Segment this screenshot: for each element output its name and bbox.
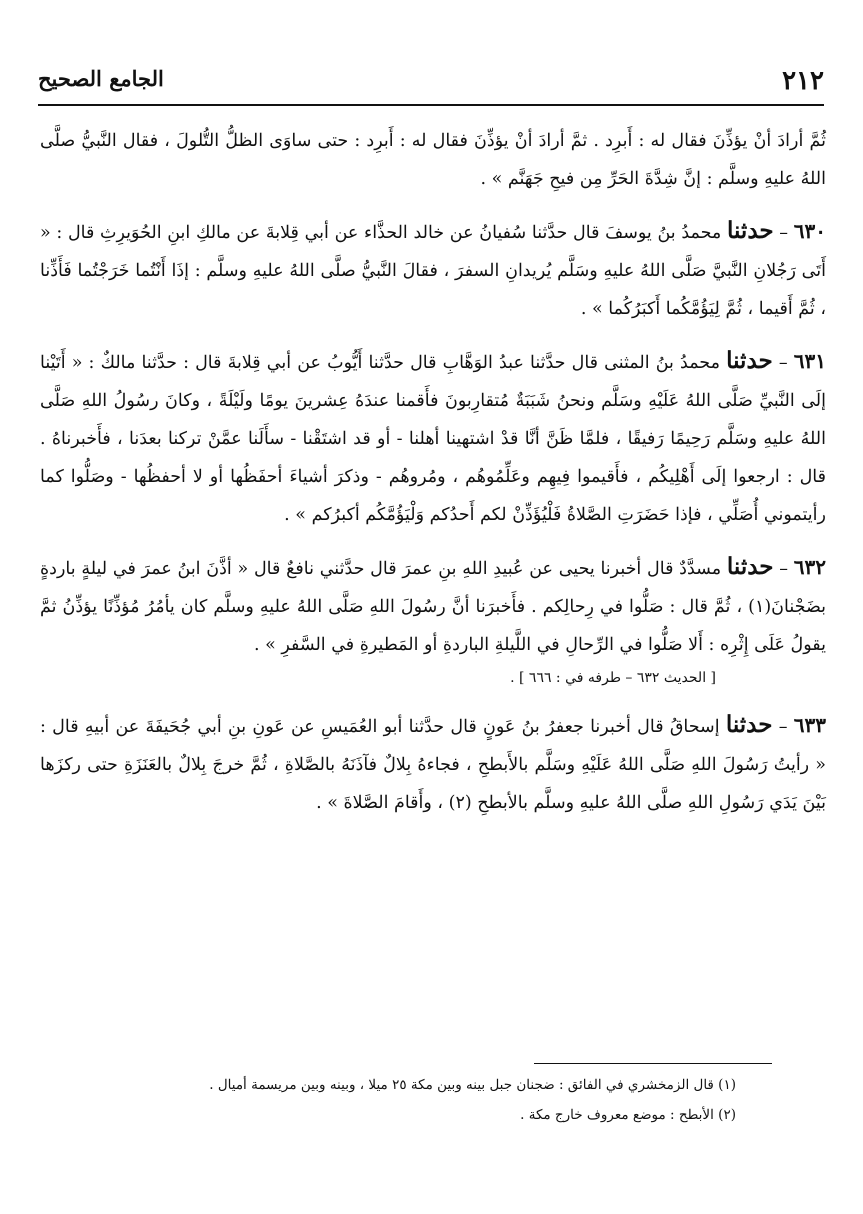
hadith-631 [40,342,826,534]
hadith-number: ٦٣٢ [793,555,826,579]
hadith-633 [40,706,826,822]
footnotes [80,1070,736,1130]
paragraph-text: ثُمَّ أرادَ أنْ يؤذِّنَ فقال له : أَبرِد . ثمَّ أرادَ أنْ يؤذِّنَ فقال له : أَبرِد : حتى ساوَى الظلُّ التُّلولَ ، فقال النَّبيُّ صلَّى اللهُ عليهِ وسلَّم : إنَّ شِدَّةَ الحَرِّ مِن فيحِ جَهَنَّم » . [40,131,826,189]
footnote-2: (٢) الأبطح : موضع معروف خارج مكة . [520,1107,736,1123]
hadith-number: ٦٣١ [793,349,826,373]
footnote-divider [534,1063,772,1064]
footnote-1: (١) قال الزمخشري في الفائق : ضجنان جبل بينه وبين مكة ٢٥ ميلا ، وبينه وبين مريسمة أميال . [209,1077,736,1093]
dash: – [772,353,788,373]
hadith-reference: [ الحديث ٦٣٢ – طرفه في : ٦٦٦ ] . [510,670,716,686]
haddathana-label: حدثنا [725,711,773,738]
paragraph-gap [40,198,826,212]
dash: – [773,559,788,579]
haddathana-label: حدثنا [726,217,774,244]
hadith-number: ٦٣٣ [793,713,826,737]
hadith-text: مسدَّدٌ قال أخبرنا يحيى عن عُبيدِ اللهِ بنِ عمرَ قال حدَّثني نافعٌ قال « أذَّنَ ابنُ عمرَ في ليلةٍ باردةٍ بضَجْنانَ(١) ، ثُمَّ قال : صَلُّوا في رِحالِكم . فأَخبرَنا أنَّ رسُولَ اللهِ صَلَّى اللهُ عليهِ وسلَّم كان يأمُرُ مُؤذِّنًا يؤذِّنُ ثمَّ يقولُ عَلَى إِثْرِه : أَلا صَلُّوا في الرِّحالِ في اللَّيلةِ الباردةِ أو المَطيرةِ في السَّفرِ » . [40,559,826,655]
page-header [38,64,824,100]
paragraph-continuation [40,122,826,198]
haddathana-label: حدثنا [726,347,773,374]
page-number: ٢١٢ [782,66,824,96]
paragraph-gap [40,328,826,342]
hadith-630 [40,212,826,328]
header-divider [38,104,824,106]
book-title: الجامع الصحيح [38,66,164,91]
hadith-number: ٦٣٠ [793,219,826,243]
paragraph-gap [40,534,826,548]
paragraph-gap [40,692,826,706]
hadith-text: محمدُ بنُ يوسفَ قال حدَّثنا سُفيانُ عن خالد الحذَّاء عن أبي قِلابةَ عن مالكِ ابنِ الحُوَيرِثِ قال : « أَتَى رَجُلانِ النَّبيَّ صَلَّى اللهُ عليهِ وسَلَّم يُريدانِ السفرَ ، فقالَ النَّبيُّ صلَّى اللهُ عليهِ وسلَّم : إذَا أَنْتُما خَرَجْتُما فَأَذِّنا ، ثُمَّ أَقيما ، ثُمَّ لِيَؤُمَّكُما أَكبَرُكُما » . [40,223,826,319]
hadith-text: إسحاقُ قال أخبرنا جعفرُ بنُ عَونٍ قال حدَّثنا أبو العُمَيسِ عن عَونِ بنِ أبي جُحَيفَةَ عن أبيهِ قال : « رأيتُ رَسُولَ اللهِ صَلَّى اللهُ عَلَيْهِ وسَلَّم بالأَبطحِ ، فجاءهُ بِلالٌ فآذَنَهُ بالصَّلاةِ ، ثُمَّ خرجَ بِلالٌ بالعَنَزَةِ حتى ركزَها بَيْنَ يَدَي رَسُولِ اللهِ صلَّى اللهُ عليهِ وسلَّم بالأبطحِ (٢) ، وأَقامَ الصَّلاةَ » . [40,717,826,813]
hadith-632 [40,548,826,664]
dash: – [772,717,788,737]
hadith-text: محمدُ بنُ المثنى قال حدَّثنا عبدُ الوَهَّابِ قال حدَّثنا أَيُّوبُ عن أبي قِلابةَ قال : حدَّثنا مالكٌ : « أَتَيْنا إلَى النَّبيِّ صَلَّى اللهُ عَلَيْهِ وسَلَّم ونحنُ شَبَبَةٌ مُتقارِبونَ فأَقمنا عندَهُ عِشرينَ يومًا ولَيْلَةً ، وكانَ رسُولُ اللهِ صَلَّى اللهُ عليهِ وسَلَّم رَحِيمًا رَفيقًا ، فلمَّا ظَنَّ أنَّا قدْ اشتهينا أهلنا - أو قد اشتَقْنا - سأَلَنا عمَّنْ تركنا بعدَنا ، فأَخبرناهُ . قال : ارجعوا إلَى أَهْلِيكُم ، فأَقيموا فِيهِم وعَلِّمُوهُم ، ومُروهُم - وذكرَ أشياءَ أحفَظُها أو لا أحفظُها - وصَلُّوا كما رأيتموني أُصَلِّي ، فإذا حَضَرَتِ الصَّلاةُ فَلْيُؤَذِّنْ لكم أَحدُكم وَلْيَؤُمَّكُم أكبرُكم » . [40,353,826,525]
haddathana-label: حدثنا [726,553,774,580]
dash: – [773,223,789,243]
main-text [40,122,826,822]
